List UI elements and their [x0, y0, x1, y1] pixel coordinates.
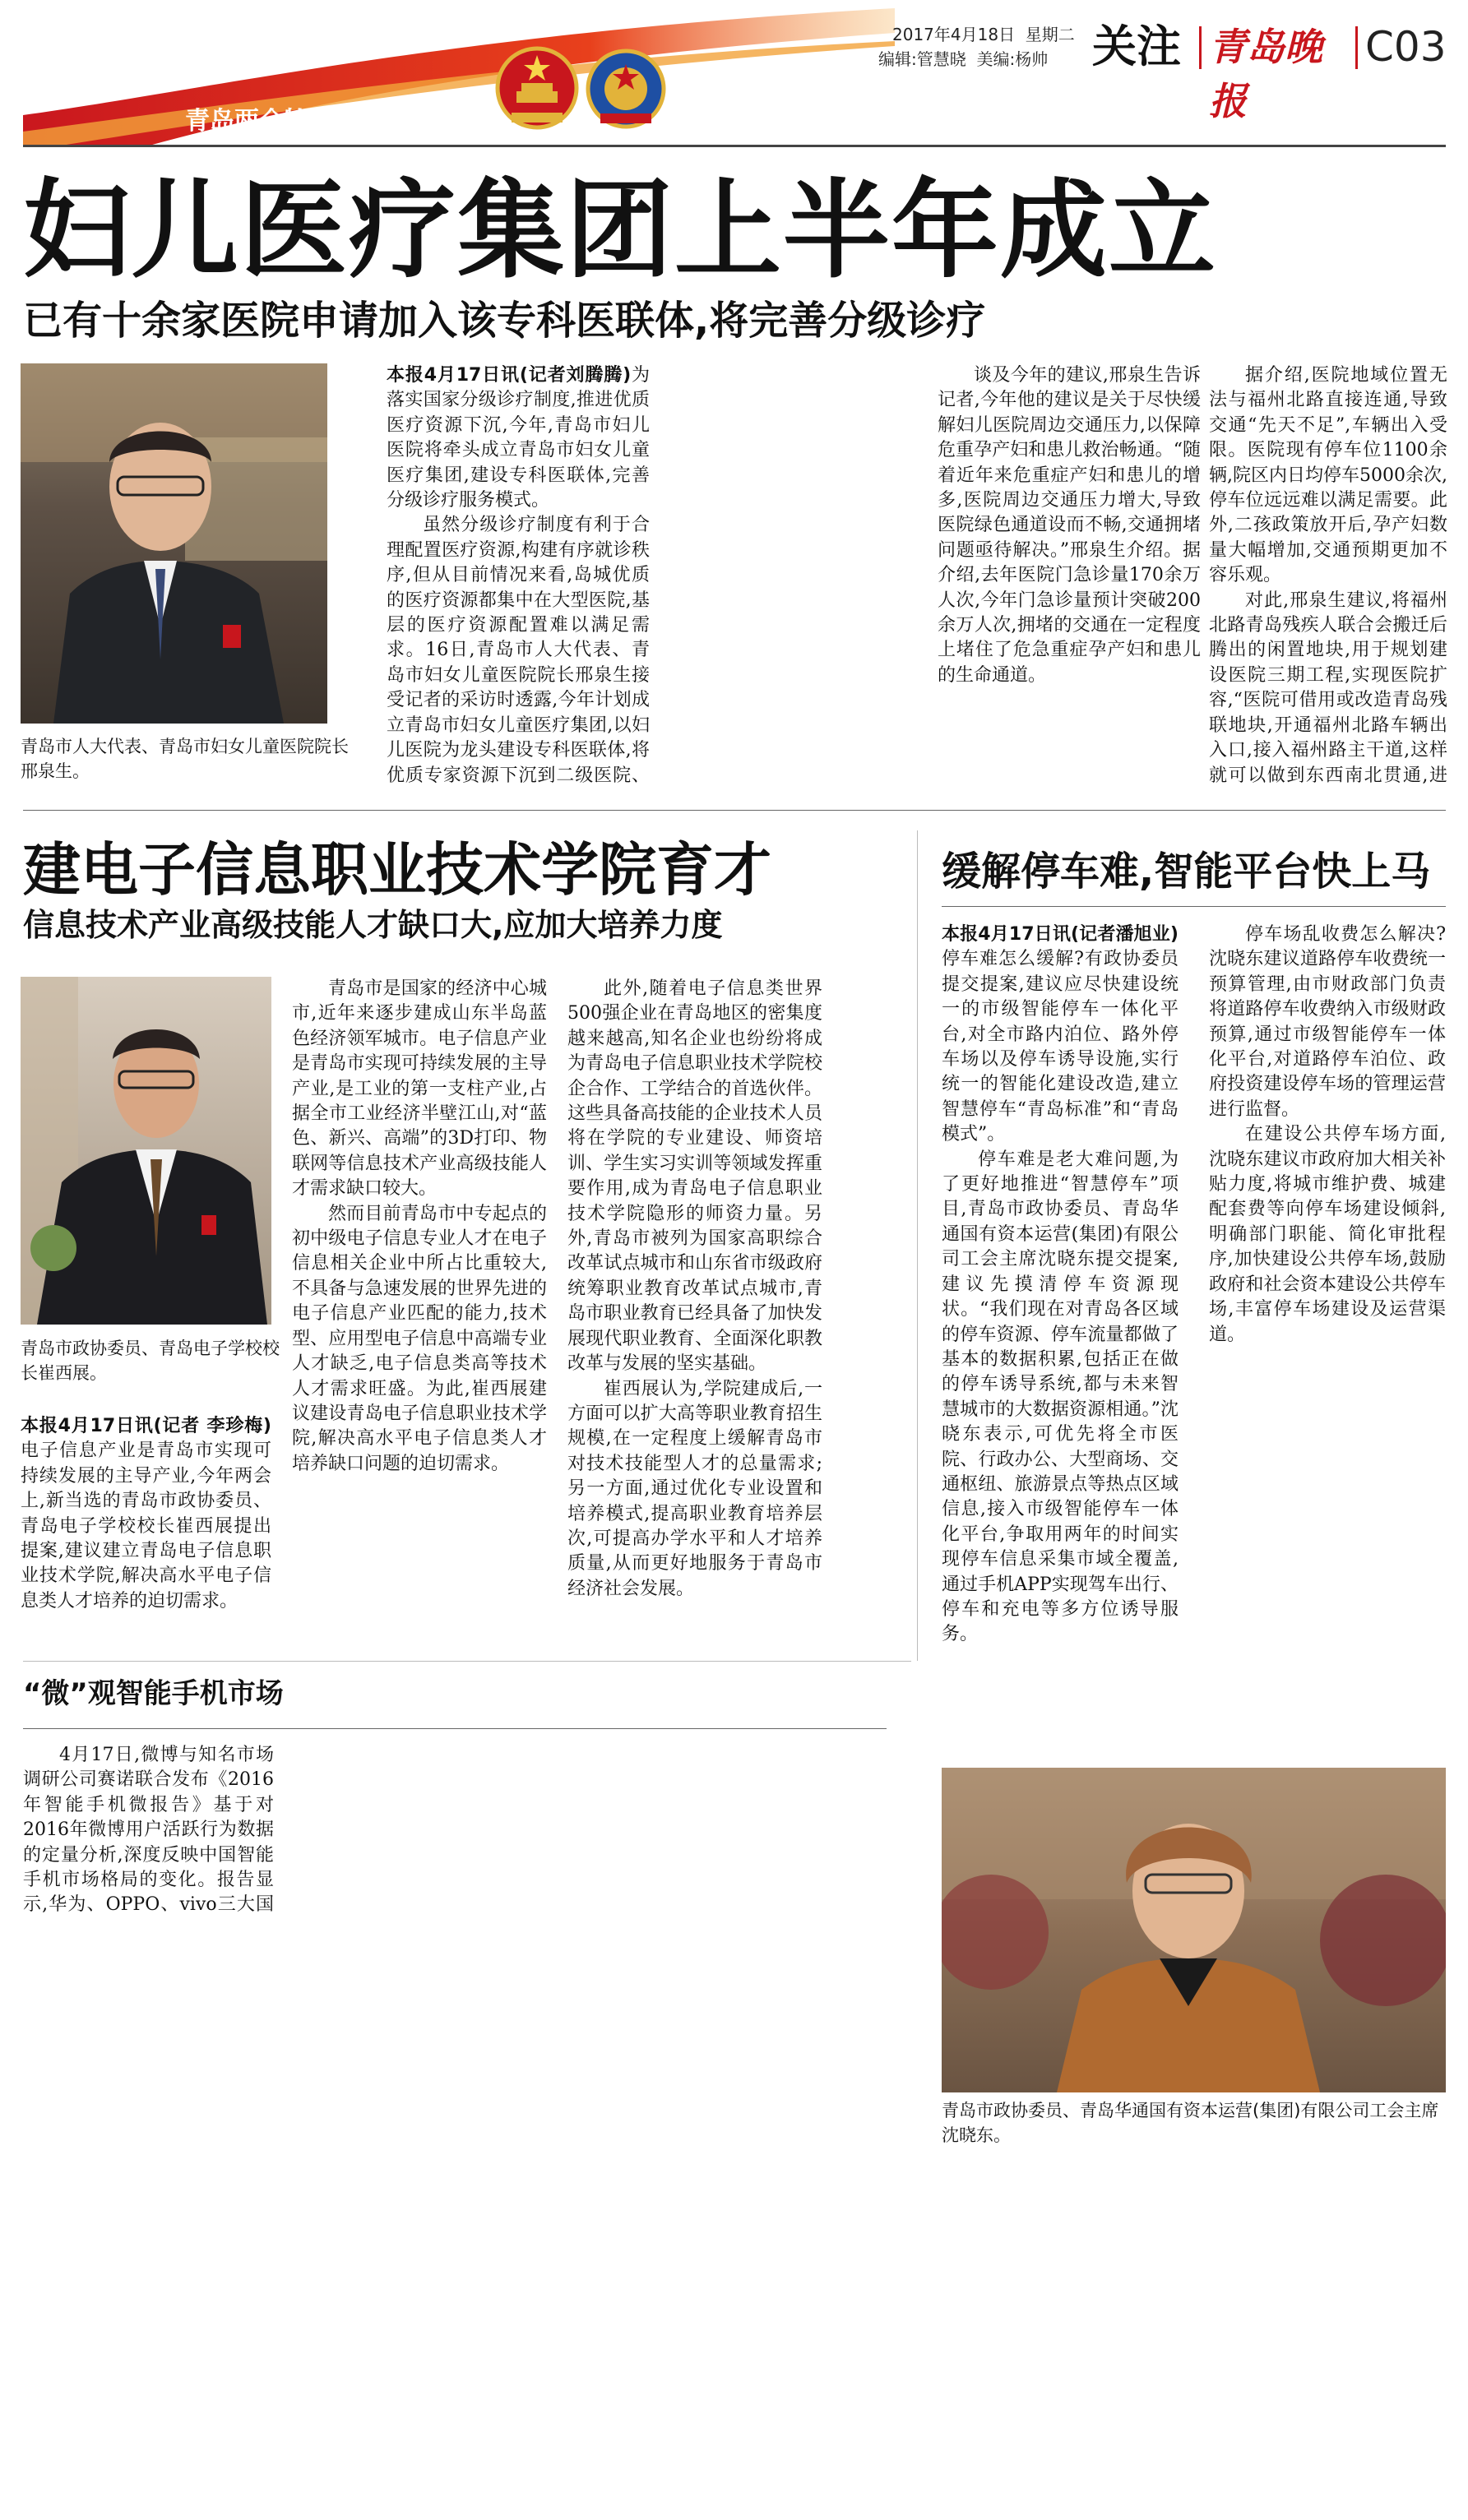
- article2-col1: [21, 1414, 271, 1628]
- national-emblem-icon: [495, 45, 579, 134]
- divider-1: [23, 810, 1446, 811]
- article1-byline: 本报4月17日讯(记者刘腾腾): [387, 365, 632, 386]
- article3-body4: 在建设公共停车场方面,沈晓东建议市政府加大相关补贴力度,将城市维护费、城建配套费等向停车场建设倾斜,明确部门职能、简化审批程序,加快建设公共停车场,鼓励政府和社会资本建设公共停车场,丰富停车场建设及运营渠道。: [1209, 1124, 1446, 1345]
- header-date: [892, 23, 1090, 46]
- article3-body3: 停车场乱收费怎么解决?沈晓东建议道路停车收费统一预算管理,由市财政部门负责将道路停车收费纳入市级财政预算,通过市级智能停车一体化平台,对道路停车泊位、政府投资建设停车场的管理运营进行监督。: [1209, 924, 1446, 1120]
- article1-col2: [662, 363, 925, 789]
- article1-col4: [1209, 363, 1447, 789]
- article2-headline: 建电子信息职业技术学院育才: [23, 836, 771, 904]
- article4-body: 4月17日,微博与知名市场调研公司赛诺联合发布《2016年智能手机微报告》基于对2016年微博用户活跃行为数据的定量分析,深度反映中国智能手机市场格局的变化。报告显示,华为、OPPO、vivo三大国: [23, 1745, 274, 1916]
- section-title: 关注: [1092, 21, 1181, 72]
- divider-2: [23, 1661, 911, 1662]
- date-text: 2017年4月18日: [892, 25, 1016, 44]
- article1-photo: [21, 363, 327, 724]
- article3-rule: [942, 906, 1446, 907]
- divider-vertical: [917, 830, 918, 1661]
- newspaper-logo: 青岛晚报: [1209, 25, 1322, 123]
- article3-col2: [1209, 922, 1446, 1687]
- article2-photo-caption: 青岛市政协委员、青岛电子学校校长崔西展。: [21, 1339, 280, 1383]
- header-editors: [878, 48, 1100, 71]
- article2-byline: 本报4月17日讯(记者 李珍梅): [21, 1416, 271, 1436]
- article2-photo: [21, 977, 271, 1325]
- article1-body4: 据介绍,医院地域位置无法与福州北路直接连通,导致交通“先天不足”,车辆出入受限。医院现有停车位1100余辆,院区内日均停车5000余次,停车位远远难以满足需要。此外,二孩政策放开后,孕产妇数量大幅增加,交通预期更加不容乐观。: [1209, 365, 1447, 586]
- article1-subhead: 已有十余家医院申请加入该专科医联体,将完善分级诊疗: [23, 298, 986, 344]
- art-editor-text: 美编:杨帅: [976, 49, 1049, 69]
- article2-col2: [292, 977, 547, 1628]
- article1-body3: 谈及今年的建议,邢泉生告诉记者,今年他的建议是关于尽快缓解妇儿医院周边交通压力,以保障危重孕产妇和患儿救治畅通。“随着近年来危重症产妇和患儿的增多,医院周边交通压力增大,导致医院绿色通道设而不畅,交通拥堵问题亟待解决。”邢泉生介绍。据介绍,去年医院门急诊量170余万人次,今年门急诊量预计突破200余万人次,拥堵的交通在一定程度上堵住了危急重症孕产妇和患儿的生命通道。: [938, 365, 1201, 686]
- editor-text: 编辑:管慧晓: [878, 49, 966, 69]
- header-divider: [1199, 26, 1202, 69]
- article1-body1: 为落实国家分级诊疗制度,推进优质医疗资源下沉,今年,青岛市妇儿医院将牵头成立青岛市妇女儿童医疗集团,建设专科医联体,完善分级诊疗服务模式。: [387, 365, 650, 511]
- article2-body3: 然而目前青岛市中专起点的初中级电子信息专业人才在电子信息相关企业中所占比重较大,不具备与急速发展的世界先进的电子信息产业匹配的能力,技术型、应用型电子信息中高端专业人才缺乏,电子信息类高等技术人才需求旺盛。为此,崔西展建议建设青岛电子信息职业技术学院,解决高水平电子信息类人才培养缺口问题的迫切需求。: [292, 1203, 547, 1474]
- header-banner: [23, 0, 895, 146]
- article3-photo-caption: 青岛市政协委员、青岛华通国有资本运营(集团)有限公司工会主席沈晓东。: [942, 2101, 1439, 2145]
- article2-subhead: 信息技术产业高级技能人才缺口大,应加大培养力度: [23, 907, 723, 943]
- article1-photo-caption: 青岛市人大代表、青岛市妇女儿童医院院长邢泉生。: [21, 737, 349, 781]
- article2-col3: [567, 977, 822, 1628]
- cppcc-emblem-icon: [586, 48, 666, 133]
- article3-body1: 停车难怎么缓解?有政协委员提交提案,建议应尽快建设统一的市级智能停车一体化平台,对全市路内泊位、路外停车场以及停车诱导设施,实行统一的智能化建设改造,建立智慧停车“青岛标准”和“青岛模式”。: [942, 949, 1179, 1145]
- article2-body5: 崔西展认为,学院建成后,一方面可以扩大高等职业教育招生规模,在一定程度上缓解青岛市对技术技能型人才的总量需求;另一方面,通过优化专业设置和培养模式,提高职业教育培养层次,可提高办学水平和人才培养质量,从而更好地服务于青岛市经济社会发展。: [567, 1378, 822, 1599]
- article3-photo: [942, 1768, 1446, 2092]
- article3-headline: 缓解停车难,智能平台快上马: [942, 848, 1431, 895]
- article3-byline: 本报4月17日讯(记者潘旭业): [942, 924, 1179, 945]
- article4-col1: [23, 1743, 274, 1920]
- article2-body1: 电子信息产业是青岛市实现可持续发展的主导产业,今年两会上,新当选的青岛市政协委员、青岛电子学校校长崔西展提出提案,建议建立青岛电子信息职业技术学院,解决高水平电子信息类人才培养的迫切需求。: [21, 1440, 271, 1611]
- article2-body2: 青岛市是国家的经济中心城市,近年来逐步建成山东半岛蓝色经济领军城市。电子信息产业是青岛市实现可持续发展的主导产业,是工业的第一支柱产业,占据全市工业经济半壁江山,对“蓝色、新兴、高端”的3D打印、物联网等信息技术产业高级技能人才需求缺口较大。: [292, 978, 547, 1200]
- article1-col3: [938, 363, 1201, 789]
- banner-label: 青岛两会特别报道: [185, 107, 382, 136]
- article4-rule: [23, 1728, 887, 1729]
- article4-headline: “微”观智能手机市场: [23, 1677, 284, 1710]
- header-divider-2: [1355, 26, 1358, 69]
- weekday-text: 星期二: [1025, 25, 1075, 44]
- article1-body2: 虽然分级诊疗制度有利于合理配置医疗资源,构建有序就诊秩序,但从目前情况来看,岛城优质的医疗资源都集中在大型医院,基层的医疗资源配置难以满足需求。16日,青岛市人大代表、青岛市妇女儿童医院院长邢泉生接受记者的采访时透露,今年计划成立青岛市妇女儿童医疗集团,以妇儿医院为龙头建设专科医联体,将优质专家资源下沉到二级医院、: [387, 515, 650, 786]
- article3-col1: [942, 922, 1179, 1687]
- article1-col1: [387, 363, 650, 789]
- article1-body5: 对此,邢泉生建议,将福州北路青岛残疾人联合会搬迁后腾出的闲置地块,用于规划建设医院三期工程,实现医院扩容,“医院可借用或改造青岛残联地块,开通福州北路车辆出入口,接入福州路主干道,这样就可以做到东西南北贯通,进: [1209, 590, 1447, 786]
- banner-swoosh: [23, 0, 895, 146]
- article2-body4: 此外,随着电子信息类世界500强企业在青岛地区的密集度越来越高,知名企业也纷纷将成为青岛电子信息职业技术学院校企合作、工学结合的首选伙伴。这些具备高技能的企业技术人员将在学院的专业建设、师资培训、学生实习实训等领域发挥重要作用,成为青岛电子信息职业技术学院隐形的师资力量。另外,青岛市被列为国家高职综合改革试点城市和山东省市级政府统筹职业教育改革试点城市,青岛市职业教育已经具备了加快发展现代职业教育、全面深化职教改革与发展的坚实基础。: [567, 978, 822, 1375]
- article1-headline: 妇儿医疗集团上半年成立: [23, 168, 1218, 293]
- article3-body2: 停车难是老大难问题,为了更好地推进“智慧停车”项目,青岛市政协委员、青岛华通国有资本运营(集团)有限公司工会主席沈晓东提交提案,建议先摸清停车资源现状。“我们现在对青岛各区域的停车资源、停车流量都做了基本的数据积累,包括正在做的停车诱导系统,都与未来智慧城市的大数据资源相通。”沈晓东表示,可优先将全市医院、行政办公、大型商场、交通枢纽、旅游景点等热点区域信息,接入市级智能停车一体化平台,争取用两年的时间实现停车信息采集市域全覆盖,通过手机APP实现驾车出行、停车和充电等多方位诱导服务。: [942, 1149, 1179, 1645]
- page-number: C03: [1365, 23, 1447, 71]
- header-rule: [23, 145, 1446, 147]
